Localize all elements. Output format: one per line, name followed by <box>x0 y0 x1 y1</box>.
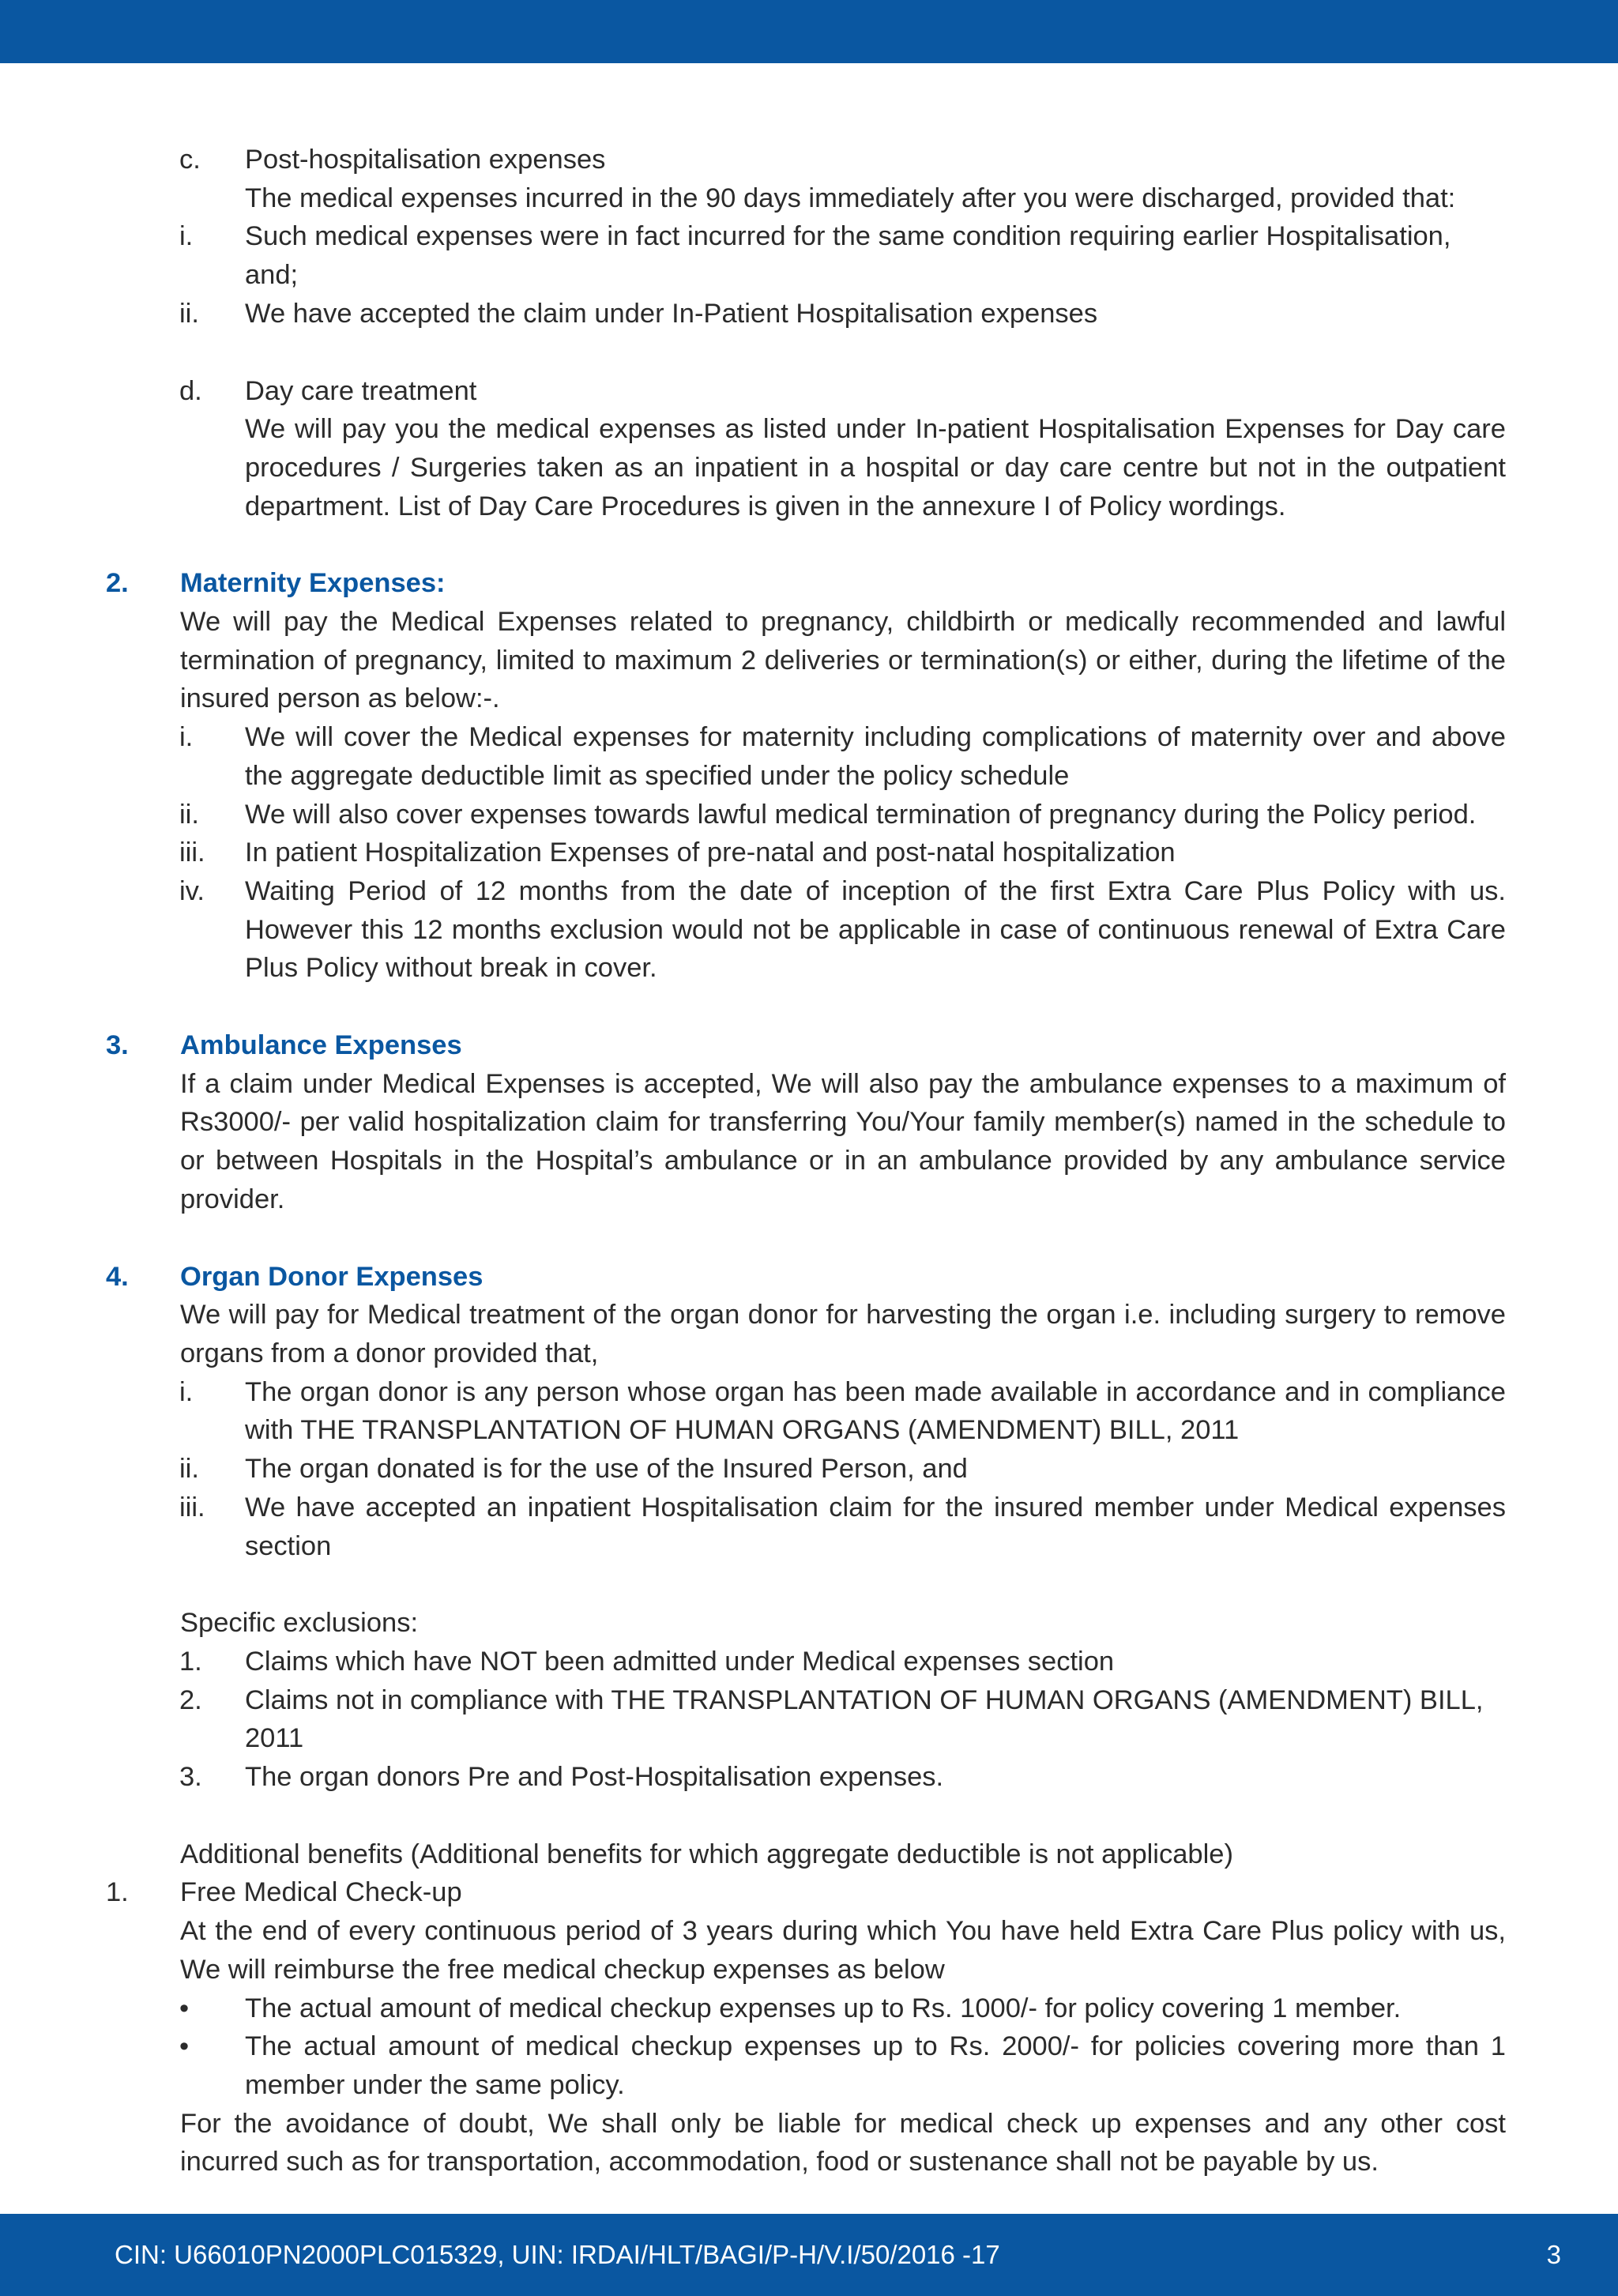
additional-subtitle: Free Medical Check-up <box>180 1877 462 1908</box>
list-item-text: The organ donated is for the use of the Insured Person, and <box>245 1454 968 1485</box>
list-item <box>0 1758 1618 1797</box>
maternity-heading <box>0 564 1618 603</box>
list-marker: i. <box>179 1376 194 1407</box>
list-item <box>0 1681 1618 1758</box>
ambulance-title: Ambulance Expenses <box>180 1030 462 1061</box>
organ-intro-row <box>0 1296 1618 1372</box>
maternity-number: 2. <box>106 568 129 599</box>
list-marker: ii. <box>179 1454 199 1485</box>
list-item-text: We have accepted the claim under In-Patient Hospitalisation expenses <box>245 298 1098 329</box>
list-item <box>0 2027 1618 2104</box>
list-item <box>0 1989 1618 2028</box>
section-c-intro-row <box>0 179 1618 218</box>
section-d-title: Day care treatment <box>245 375 477 406</box>
bullet-icon: • <box>179 1993 190 2023</box>
section-c-heading <box>0 141 1618 179</box>
list-item-text: We have accepted an inpatient Hospitalisation claim for the insured member under Medical expenses section <box>245 1492 1506 1561</box>
list-item-text: The organ donors Pre and Post-Hospitalisation expenses. <box>245 1762 944 1793</box>
maternity-intro: We will pay the Medical Expenses related to pregnancy, childbirth or medically recommended and lawful termination of pregnancy, limited to maximum 2 deliveries or termination(s) or either, during the lifetime of the insured person as below:-. <box>180 607 1506 714</box>
list-marker: iv. <box>179 875 205 906</box>
additional-title: Additional benefits (Additional benefits for which aggregate deductible is not applicable) <box>180 1839 1233 1869</box>
organ-title: Organ Donor Expenses <box>180 1261 484 1292</box>
list-item-text: Waiting Period of 12 months from the date of inception of the first Extra Care Plus Policy with us. However this 12 months exclusion would not be applicable in case of continuous renewal of Extra Care Plus Policy without break in cover. <box>245 875 1506 984</box>
section-d-body-row <box>0 410 1618 525</box>
list-marker: ii. <box>179 799 199 830</box>
list-item-text: Such medical expenses were in fact incurred for the same condition requiring earlier Hospitalisation, and; <box>245 221 1451 291</box>
list-item <box>0 1643 1618 1681</box>
list-marker: iii. <box>179 1492 205 1523</box>
section-d-body: We will pay you the medical expenses as listed under In-patient Hospitalisation Expenses for Day care procedures / Surgeries taken as an inpatient in a hospital or day care centre but not in the outpatient department. List of Day Care Procedures is given in the annexure I of Policy wordings. <box>245 414 1506 521</box>
list-item-text: We will cover the Medical expenses for maternity including complications of maternity over and above the aggregate deductible limit as specified under the policy schedule <box>245 722 1506 791</box>
organ-number: 4. <box>106 1261 129 1292</box>
list-item-text: The actual amount of medical checkup expenses up to Rs. 2000/- for policies covering more than 1 member under the same policy. <box>245 2031 1506 2100</box>
list-item-text: In patient Hospitalization Expenses of pre-natal and post-natal hospitalization <box>245 837 1176 868</box>
ambulance-body: If a claim under Medical Expenses is accepted, We will also pay the ambulance expenses to a maximum of Rs3000/- per valid hospitalization claim for transferring You/Your family member(s) named in the schedule to or between Hospitals in the Hospital’s ambulance or in an ambulance provided by any ambulance service provider. <box>180 1068 1506 1214</box>
page-content <box>0 141 1618 2181</box>
list-item <box>0 295 1618 333</box>
maternity-title: Maternity Expenses: <box>180 568 446 599</box>
ambulance-body-row <box>0 1065 1618 1219</box>
organ-intro: We will pay for Medical treatment of the organ donor for harvesting the organ i.e. including surgery to remove organs from a donor provided that, <box>180 1300 1506 1368</box>
exclusions-title: Specific exclusions: <box>180 1608 419 1639</box>
list-marker: 2. <box>179 1684 202 1715</box>
ambulance-heading <box>0 1026 1618 1065</box>
section-c-marker: c. <box>179 145 201 175</box>
list-item-text: Claims which have NOT been admitted under Medical expenses section <box>245 1646 1115 1677</box>
list-marker: ii. <box>179 298 199 329</box>
list-item <box>0 1373 1618 1450</box>
additional-number: 1. <box>106 1877 129 1908</box>
section-d-heading <box>0 372 1618 411</box>
list-item <box>0 796 1618 834</box>
section-d-marker: d. <box>179 375 202 406</box>
additional-closing: For the avoidance of doubt, We shall only be liable for medical check up expenses and any other cost incurred such as for transportation, accommodation, food or sustenance shall not be payable by us. <box>180 2108 1506 2177</box>
list-item <box>0 872 1618 988</box>
list-marker: 1. <box>179 1646 202 1677</box>
exclusions-heading-row <box>0 1604 1618 1643</box>
additional-subheading <box>0 1873 1618 1912</box>
section-c-intro: The medical expenses incurred in the 90 days immediately after you were discharged, provided that: <box>245 183 1456 213</box>
list-item <box>0 1450 1618 1489</box>
page-number: 3 <box>1546 2240 1561 2269</box>
list-marker: i. <box>179 221 194 252</box>
list-item-text: The organ donor is any person whose organ has been made available in accordance and in compliance with THE TRANSPLANTATION OF HUMAN ORGANS (AMENDMENT) BILL, 2011 <box>245 1376 1506 1446</box>
list-marker: i. <box>179 722 194 753</box>
additional-intro: At the end of every continuous period of 3 years during which You have held Extra Care Plus policy with us, We will reimburse the free medical checkup expenses as below <box>180 1916 1506 1985</box>
additional-heading-row <box>0 1835 1618 1874</box>
maternity-intro-row <box>0 603 1618 718</box>
organ-heading <box>0 1258 1618 1297</box>
list-item <box>0 834 1618 872</box>
footer-cin: CIN: U66010PN2000PLC015329, UIN: IRDAI/HLT/BAGI/P-H/V.I/50/2016 -17 <box>115 2240 1000 2269</box>
top-banner <box>0 0 1618 63</box>
list-item-text: We will also cover expenses towards lawful medical termination of pregnancy during the Policy period. <box>245 799 1477 830</box>
list-item <box>0 718 1618 795</box>
bullet-icon: • <box>179 2031 190 2062</box>
ambulance-number: 3. <box>106 1030 129 1061</box>
list-item-text: The actual amount of medical checkup expenses up to Rs. 1000/- for policy covering 1 member. <box>245 1993 1402 2023</box>
additional-closing-row <box>0 2105 1618 2181</box>
list-marker: iii. <box>179 837 205 868</box>
list-marker: 3. <box>179 1762 202 1793</box>
additional-intro-row <box>0 1912 1618 1989</box>
section-c-title: Post-hospitalisation expenses <box>245 145 606 175</box>
list-item-text: Claims not in compliance with THE TRANSPLANTATION OF HUMAN ORGANS (AMENDMENT) BILL, 2011 <box>245 1684 1484 1754</box>
footer-bar <box>0 2214 1618 2296</box>
list-item <box>0 217 1618 294</box>
list-item <box>0 1489 1618 1565</box>
